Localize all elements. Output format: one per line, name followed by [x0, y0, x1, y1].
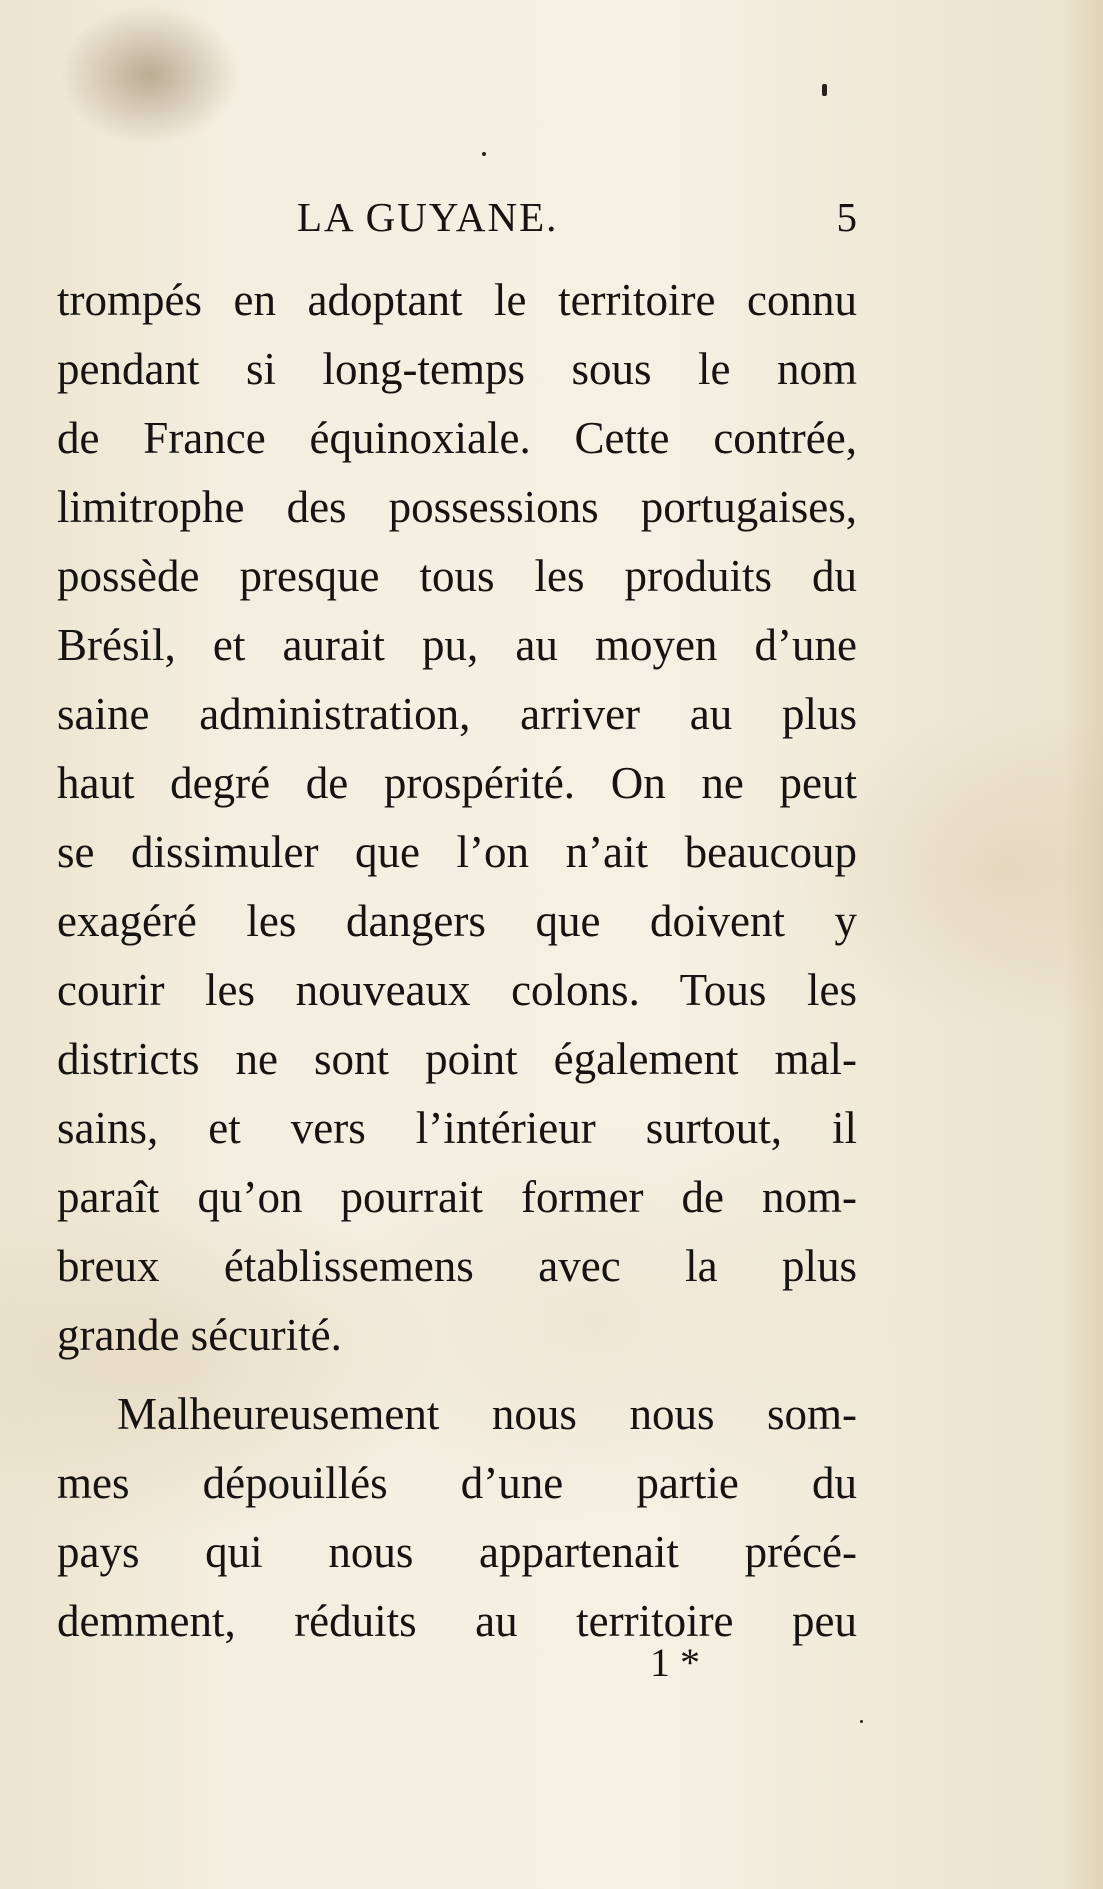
running-head — [57, 187, 857, 247]
text-line: Malheureusement nous nous som- — [117, 1389, 857, 1439]
text-line: demment, réduits au territoire peu — [57, 1596, 857, 1646]
page-number: 5 — [836, 194, 857, 240]
ink-speck — [822, 84, 827, 96]
text-line: districts ne sont point également mal- — [57, 1034, 857, 1084]
text-line: trompés en adoptant le territoire connu — [57, 275, 857, 325]
paragraph-gap — [57, 1370, 857, 1380]
signature-mark: 1 * — [650, 1640, 700, 1685]
running-title: LA GUYANE. — [297, 194, 559, 240]
text-line: haut degré de prospérité. On ne peut — [57, 758, 857, 808]
paragraph — [57, 266, 857, 1370]
text-line: breux établissemens avec la plus — [57, 1241, 857, 1291]
text-line: saine administration, arriver au plus — [57, 689, 857, 739]
paragraph — [57, 1380, 857, 1656]
text-line: pendant si long-temps sous le nom — [57, 344, 857, 394]
text-line: limitrophe des possessions portugaises, — [57, 482, 857, 532]
text-line: grande sécurité. — [57, 1310, 342, 1360]
text-line: mes dépouillés d’une partie du — [57, 1458, 857, 1508]
text-line: pays qui nous appartenait précé- — [57, 1527, 857, 1577]
text-line: Brésil, et aurait pu, au moyen d’une — [57, 620, 857, 670]
text-line: se dissimuler que l’on n’ait beaucoup — [57, 827, 857, 877]
text-line: paraît qu’on pourrait former de nom- — [57, 1172, 857, 1222]
ink-speck — [482, 152, 486, 156]
text-line: exagéré les dangers que doivent y — [57, 896, 857, 946]
text-line: sains, et vers l’intérieur surtout, il — [57, 1103, 857, 1153]
text-line: possède presque tous les produits du — [57, 551, 857, 601]
text-line: courir les nouveaux colons. Tous les — [57, 965, 857, 1015]
text-line: de France équinoxiale. Cette contrée, — [57, 413, 857, 463]
body-text — [57, 266, 857, 1656]
ink-speck — [860, 1720, 863, 1723]
